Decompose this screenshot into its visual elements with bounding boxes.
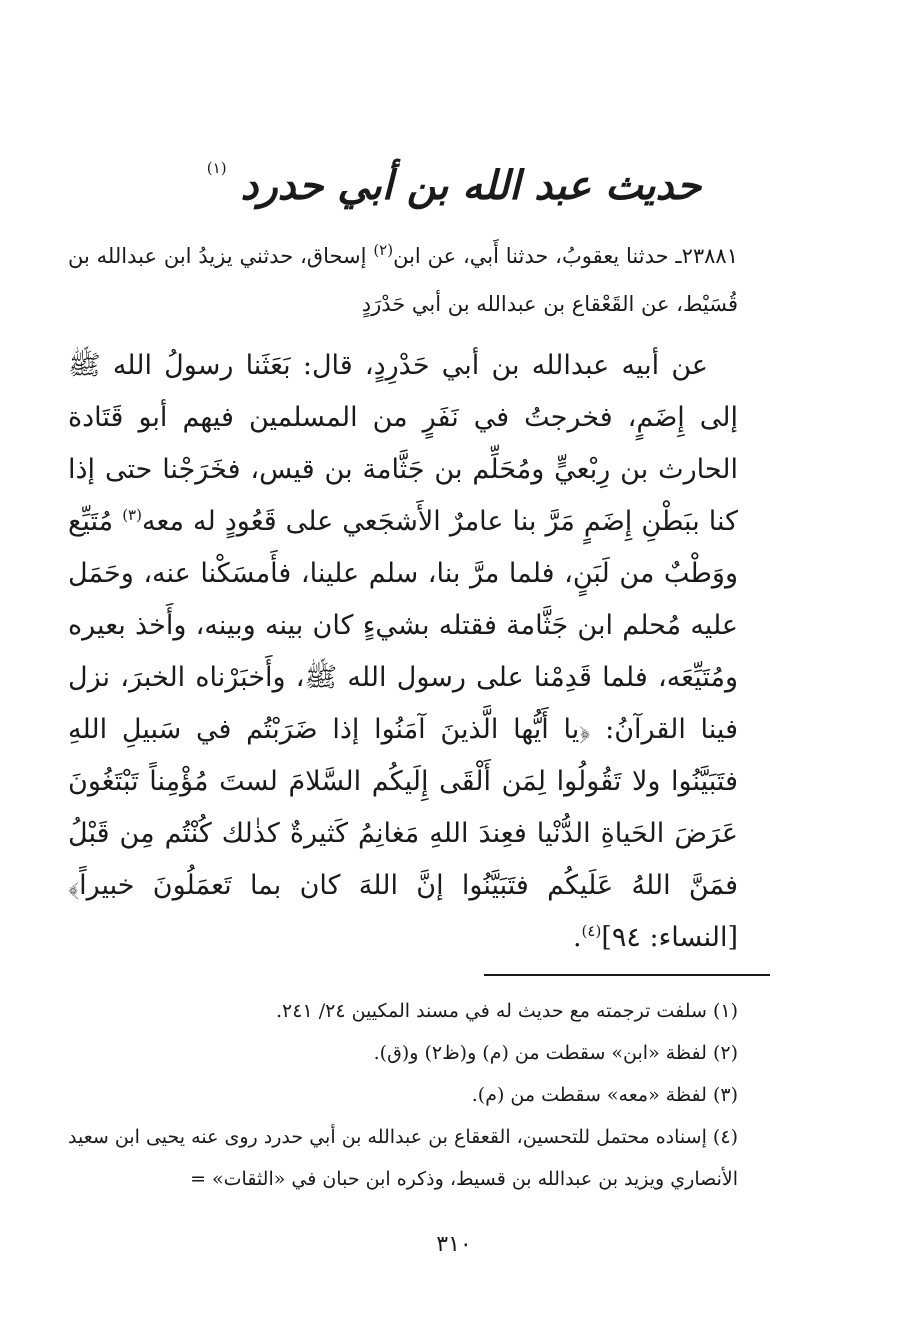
footnote-1: (١) سلفت ترجمته مع حديث له في مسند المكيين ٢٤/ ٢٤١.	[275, 1000, 738, 1022]
footnotes	[68, 990, 738, 1200]
page-number: ٣١٠	[436, 1232, 472, 1257]
isnad-text-2: إسحاق، حدثني يزيدُ ابن عبدالله بن قُسَيْط، عن القَعْقاع بن عبدالله بن أبي حَدْرَدٍ	[68, 244, 738, 316]
footnote-divider	[484, 974, 770, 976]
title-text: حديث عبد الله بن أبي حدرد	[240, 162, 702, 209]
matn-footnote-ref-3: (٣)	[122, 506, 142, 524]
matn-paragraph	[68, 340, 738, 964]
hadith-isnad	[68, 232, 738, 328]
hadith-matn	[68, 340, 738, 964]
footnote-3: (٣) لفظة «معه» سقطت من (م).	[471, 1084, 738, 1106]
matn-text-1: عن أبيه عبدالله بن أبي حَدْرِدٍ، قال: بَعَثَنا رسولُ الله ﷺ إلى إِضَمٍ، فخرجتُ في نَفَرٍ من المسلمين فيهم أبو قَتَادة الحارث بن رِبْعيٍّ ومُحَلِّم بن جَثَّامة بن قيس، فخَرَجْنا حتى إذا كنا ببَطْنِ إِضَمٍ مَرَّ بنا عامرٌ الأَشجَعي على قَعُودٍ له معه	[68, 350, 738, 537]
isnad-text-1: ٢٣٨٨١ـ حدثنا يعقوبُ، حدثنا أَبي، عن ابن	[393, 244, 738, 268]
footnote-4: (٤) إسناده محتمل للتحسين، القعقاع بن عبدالله بن أبي حدرد روى عنه يحيى ابن سعيد الأنصاري ويزيد بن عبدالله بن قسيط، وذكره ابن حبان في «الثقات» =	[68, 1126, 738, 1190]
isnad-footnote-ref-2: (٢)	[373, 241, 394, 259]
page-title	[0, 138, 908, 216]
matn-footnote-ref-4: (٤)	[581, 922, 602, 940]
matn-end: .	[572, 922, 582, 953]
title-footnote-ref: (١)	[206, 159, 227, 177]
footnote-2: (٢) لفظة «ابن» سقطت من (م) و(ظ٢) و(ق).	[373, 1042, 738, 1064]
matn-text-2: مُتَيِّع ووَطْبٌ من لَبَنٍ، فلما مرَّ بنا، سلم علينا، فأَمسَكْنا عنه، وحَمَل عليه مُحلم ابن جَثَّامة فقتله بشيءٍ كان بينه وبينه، وأَخذ بعيره ومُتَيِّعَه، فلما قَدِمْنا على رسول الله ﷺ، وأَخبَرْناه الخبرَ، نزل فينا القرآنُ: ﴿يا أَيُّها الَّذينَ آمَنُوا إذا ضَرَبْتُم في سَبيلِ اللهِ فتَبَيَّنُوا ولا تَقُولُوا لِمَن أَلْقَى إِلَيكُم السَّلامَ لستَ مُؤْمِناً تَبْتَغُونَ عَرَضَ الحَياةِ الدُّنْيا فعِندَ اللهِ مَغانِمُ كَثيرةٌ كذٰلك كُنْتُم مِن قَبْلُ فمَنَّ اللهُ عَلَيكُم فتَبَيَّنُوا إنَّ اللهَ كان بما تَعمَلُونَ خبيراً﴾ [النساء: ٩٤]	[68, 506, 738, 953]
